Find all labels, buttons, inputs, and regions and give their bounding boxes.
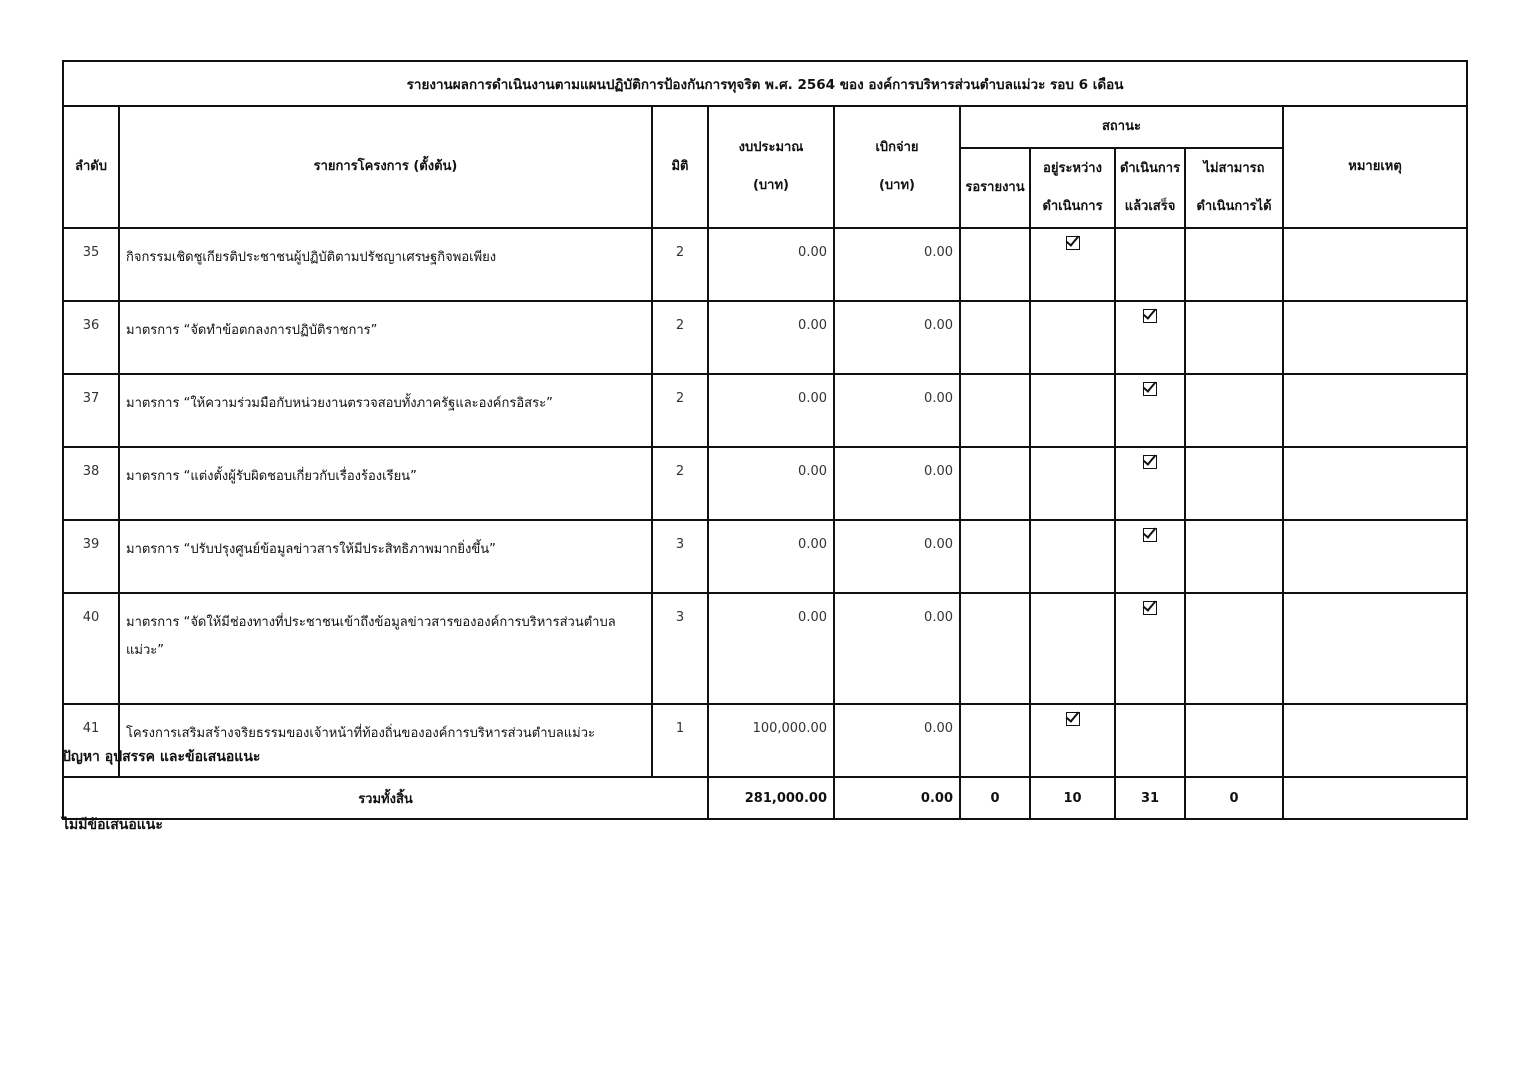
row-project-name: [119, 228, 652, 301]
header-disburse: [834, 106, 960, 228]
total-unable: 0: [1185, 777, 1283, 819]
row-remark: [1283, 374, 1467, 447]
row-status-waiting: [960, 228, 1030, 301]
row-status-inprogress: [1030, 301, 1115, 374]
report-table: [62, 60, 1468, 820]
row-budget: 100,000.00: [708, 704, 834, 777]
header-budget-line1: งบประมาณ: [738, 140, 804, 155]
row-budget: 0.00: [708, 447, 834, 520]
total-spent: 0.00: [834, 777, 960, 819]
table-row: [63, 374, 1467, 447]
header-status-inprogress: [1030, 148, 1115, 228]
row-dimension: 2: [652, 301, 708, 374]
row-dimension: 3: [652, 520, 708, 593]
report-title: รายงานผลการดำเนินงานตามแผนปฏิบัติการป้องกันการทุจริต พ.ศ. 2564 ของ องค์การบริหารส่วนตำบลแม่วะ รอบ 6 เดือน: [63, 61, 1467, 106]
table-row: [63, 520, 1467, 593]
checked-box-icon: [1143, 601, 1157, 615]
table-row: [63, 704, 1467, 777]
row-dimension: 2: [652, 374, 708, 447]
notes-text: ไม่มีข้อเสนอแนะ: [62, 817, 163, 833]
header-budget: [708, 106, 834, 228]
row-number: 39: [63, 520, 119, 593]
checked-box-icon: [1066, 236, 1080, 250]
row-status-inprogress: [1030, 374, 1115, 447]
row-budget: 0.00: [708, 301, 834, 374]
header-remark: หมายเหตุ: [1283, 106, 1467, 228]
row-dimension: 2: [652, 228, 708, 301]
header-status-inprogress-line1: อยู่ระหว่าง: [1043, 161, 1102, 176]
row-project-name-line1: กิจกรรมเชิดชูเกียรติประชาชนผู้ปฏิบัติตามปรัชญาเศรษฐกิจพอเพียง: [126, 250, 497, 265]
table-row: [63, 447, 1467, 520]
checked-box-icon: [1143, 309, 1157, 323]
row-spent: 0.00: [834, 301, 960, 374]
row-project-name: [119, 447, 652, 520]
header-status-done-line2: แล้วเสร็จ: [1124, 199, 1176, 214]
row-dimension: 1: [652, 704, 708, 777]
header-budget-line2: (บาท): [752, 178, 789, 193]
header-dimension: มิติ: [652, 106, 708, 228]
row-status-done: [1115, 520, 1185, 593]
row-project-name-line1: โครงการเสริมสร้างจริยธรรมของเจ้าหน้าที่ท้องถิ่นขององค์การบริหารส่วนตำบลแม่วะ: [126, 726, 595, 741]
row-status-unable: [1185, 520, 1283, 593]
header-status: สถานะ: [960, 106, 1283, 148]
row-budget: 0.00: [708, 374, 834, 447]
checked-box-icon: [1143, 455, 1157, 469]
row-remark: [1283, 520, 1467, 593]
row-spent: 0.00: [834, 228, 960, 301]
row-budget: 0.00: [708, 228, 834, 301]
row-status-unable: [1185, 704, 1283, 777]
row-remark: [1283, 301, 1467, 374]
header-order: ลำดับ: [63, 106, 119, 228]
row-spent: 0.00: [834, 447, 960, 520]
row-status-inprogress: [1030, 228, 1115, 301]
table-row: [63, 301, 1467, 374]
header-disburse-line1: เบิกจ่าย: [875, 140, 919, 155]
table-row: [63, 593, 1467, 704]
total-remark: [1283, 777, 1467, 819]
header-status-unable: [1185, 148, 1283, 228]
row-status-unable: [1185, 228, 1283, 301]
row-spent: 0.00: [834, 704, 960, 777]
row-remark: [1283, 447, 1467, 520]
row-project-name: [119, 301, 652, 374]
row-status-done: [1115, 301, 1185, 374]
row-remark: [1283, 593, 1467, 704]
row-project-name-line1: มาตรการ “ปรับปรุงศูนย์ข้อมูลข่าวสารให้มีประสิทธิภาพมากยิ่งขึ้น”: [126, 542, 496, 557]
header-status-done: [1115, 148, 1185, 228]
row-project-name: [119, 593, 652, 704]
row-project-name: [119, 374, 652, 447]
table-row: [63, 228, 1467, 301]
row-number: 41: [63, 704, 119, 777]
row-status-waiting: [960, 593, 1030, 704]
row-project-name-line1: มาตรการ “จัดให้มีช่องทางที่ประชาชนเข้าถึงข้อมูลข่าวสารขององค์การบริหารส่วนตำบล: [126, 615, 616, 630]
total-inprogress: 10: [1030, 777, 1115, 819]
total-row: [63, 777, 1467, 819]
notes-heading: ปัญหา อุปสรรค และข้อเสนอแนะ: [62, 749, 261, 765]
checked-box-icon: [1143, 382, 1157, 396]
row-status-unable: [1185, 301, 1283, 374]
row-number: 38: [63, 447, 119, 520]
header-status-unable-line1: ไม่สามารถ: [1203, 161, 1265, 176]
total-label: รวมทั้งสิ้น: [63, 777, 708, 819]
row-status-inprogress: [1030, 593, 1115, 704]
row-status-done: [1115, 704, 1185, 777]
row-status-waiting: [960, 704, 1030, 777]
total-done: 31: [1115, 777, 1185, 819]
header-status-done-line1: ดำเนินการ: [1119, 161, 1181, 176]
row-number: 40: [63, 593, 119, 704]
header-status-unable-line2: ดำเนินการได้: [1196, 199, 1272, 214]
row-status-waiting: [960, 374, 1030, 447]
row-status-waiting: [960, 520, 1030, 593]
row-status-waiting: [960, 447, 1030, 520]
table-body: [63, 228, 1467, 777]
row-spent: 0.00: [834, 520, 960, 593]
row-remark: [1283, 228, 1467, 301]
checked-box-icon: [1143, 528, 1157, 542]
row-status-unable: [1185, 374, 1283, 447]
row-spent: 0.00: [834, 593, 960, 704]
row-number: 36: [63, 301, 119, 374]
row-status-done: [1115, 593, 1185, 704]
row-project-name-line1: มาตรการ “ให้ความร่วมมือกับหน่วยงานตรวจสอบทั้งภาครัฐและองค์กรอิสระ”: [126, 396, 553, 411]
row-spent: 0.00: [834, 374, 960, 447]
row-status-inprogress: [1030, 447, 1115, 520]
header-status-inprogress-line2: ดำเนินการ: [1042, 199, 1103, 214]
row-budget: 0.00: [708, 520, 834, 593]
row-dimension: 3: [652, 593, 708, 704]
row-number: 37: [63, 374, 119, 447]
row-status-inprogress: [1030, 520, 1115, 593]
checked-box-icon: [1066, 712, 1080, 726]
row-project-name: [119, 520, 652, 593]
row-budget: 0.00: [708, 593, 834, 704]
header-disburse-line2: (บาท): [878, 178, 915, 193]
row-project-name-line1: มาตรการ “แต่งตั้งผู้รับผิดชอบเกี่ยวกับเรื่องร้องเรียน”: [126, 469, 417, 484]
row-project-name-line2: แม่วะ”: [126, 643, 164, 658]
row-status-done: [1115, 447, 1185, 520]
row-status-unable: [1185, 593, 1283, 704]
total-budget: 281,000.00: [708, 777, 834, 819]
row-status-done: [1115, 228, 1185, 301]
row-project-name-line1: มาตรการ “จัดทำข้อตกลงการปฏิบัติราชการ”: [126, 323, 378, 338]
row-remark: [1283, 704, 1467, 777]
row-dimension: 2: [652, 447, 708, 520]
total-waiting: 0: [960, 777, 1030, 819]
row-status-done: [1115, 374, 1185, 447]
row-status-unable: [1185, 447, 1283, 520]
header-status-waiting: รอรายงาน: [960, 148, 1030, 228]
row-number: 35: [63, 228, 119, 301]
header-project: รายการโครงการ (ตั้งต้น): [119, 106, 652, 228]
row-status-inprogress: [1030, 704, 1115, 777]
row-status-waiting: [960, 301, 1030, 374]
